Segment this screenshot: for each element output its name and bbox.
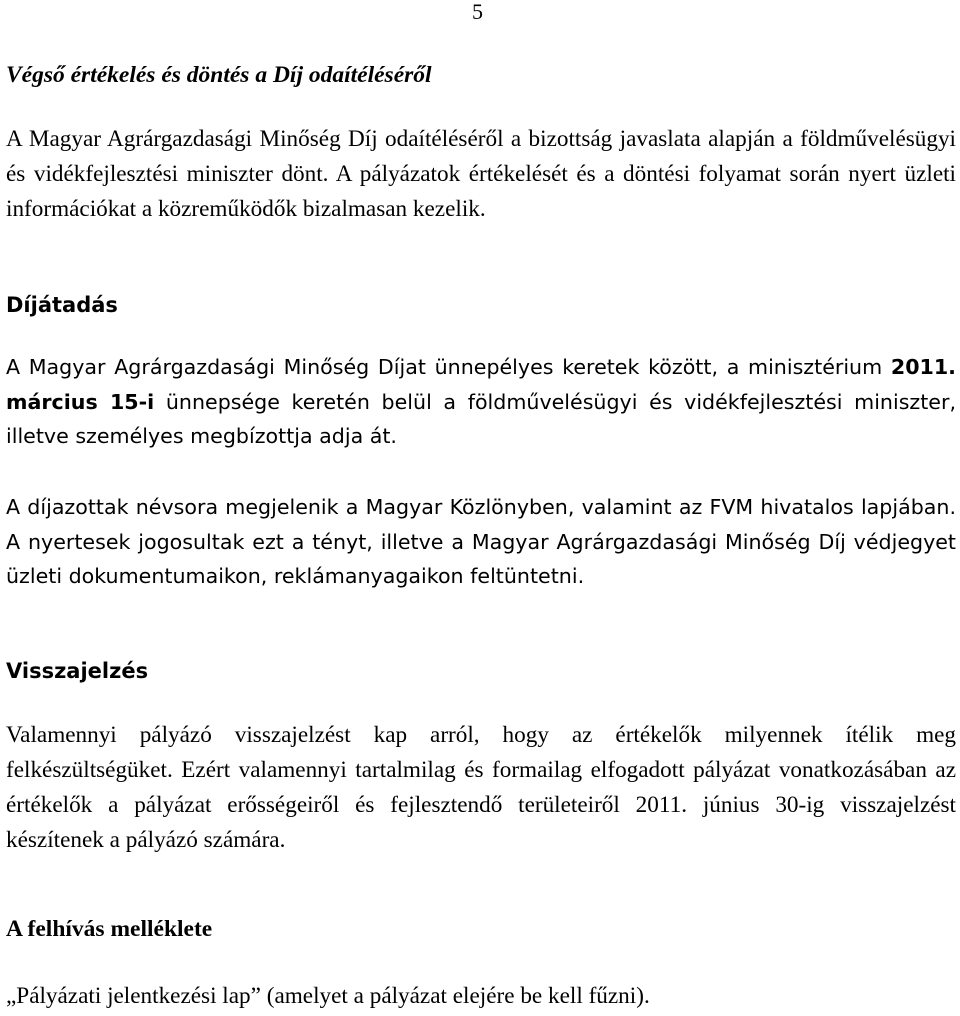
section-heading-annex: A felhívás melléklete — [6, 916, 213, 942]
award-ceremony-text-end: ünnepsége keretén belül a földművelésügyi és vidékfejlesztési miniszter, illetve személyes megbízottja adja át. — [6, 389, 956, 448]
paragraph-annex: „Pályázati jelentkezési lap” (amelyet a pályázat elejére be kell fűzni). — [6, 983, 650, 1009]
page-number: 5 — [472, 0, 483, 24]
paragraph-evaluation: A Magyar Agrárgazdasági Minőség Díj odaítéléséről a bizottság javaslata alapján a földművelésügyi és vidékfejlesztési miniszter dönt. A pályázatok értékelését és a döntési folyamat során nyert üzleti információkat a közreműködők bizalmasan kezelik. — [6, 126, 956, 222]
section-heading-evaluation: Végső értékelés és döntés a Díj odaítéléséről — [6, 62, 432, 88]
section-heading-award-ceremony: Díjátadás — [6, 293, 118, 317]
award-ceremony-date: 2011. március 15-i — [6, 355, 956, 414]
paragraph-feedback: Valamennyi pályázó visszajelzést kap arról, hogy az értékelők milyennek ítélik meg felkészültségüket. Ezért valamennyi tartalmilag és formailag elfogadott pályázat vonatkozásában az értékelők a pályázat erősségeiről és fejlesztendő területeiről 2011. június 30-ig visszajelzést készítenek a pályázó számára. — [6, 722, 956, 853]
paragraph-award-ceremony — [6, 350, 956, 454]
section-heading-feedback: Visszajelzés — [6, 659, 149, 683]
paragraph-award-publication: A díjazottak névsora megjelenik a Magyar Közlönyben, valamint az FVM hivatalos lapjában. A nyertesek jogosultak ezt a tényt, illetve a Magyar Agrárgazdasági Minőség Díj védjegyet üzleti dokumentumaikon, reklámanyagaikon feltüntetni. — [6, 495, 956, 588]
award-ceremony-text-start: A Magyar Agrárgazdasági Minőség Díjat ünnepélyes keretek között, a minisztérium — [6, 355, 891, 379]
